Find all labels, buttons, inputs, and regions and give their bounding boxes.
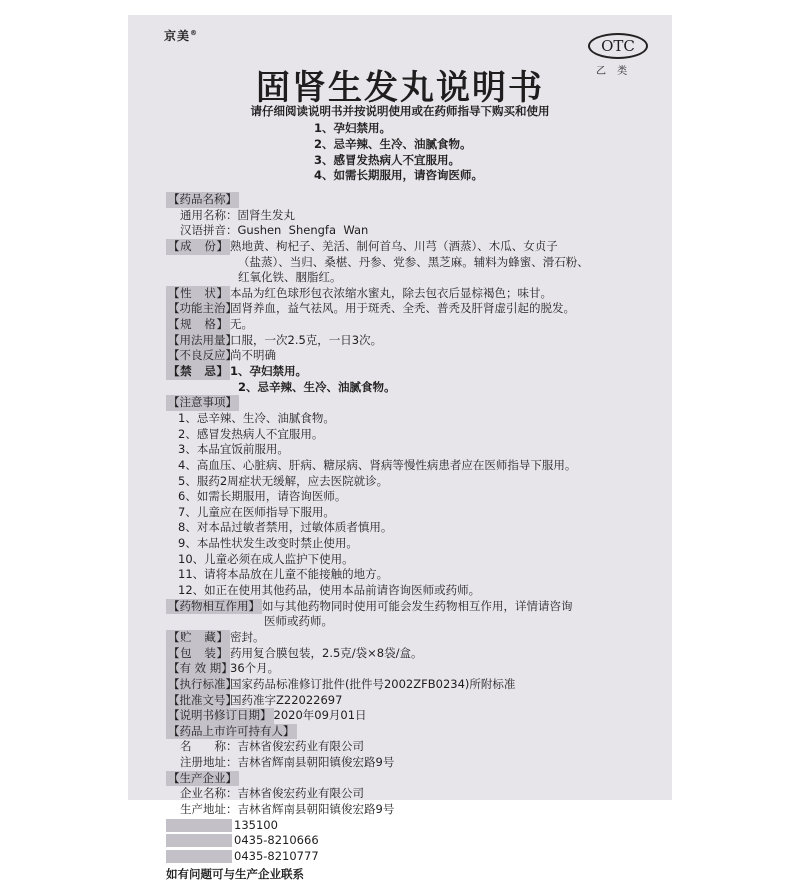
ingredients-line: 熟地黄、枸杞子、羌活、制何首乌、川芎（酒蒸）、木瓜、女贞子: [230, 238, 558, 253]
section-label-validity: 【有 效 期】: [168, 661, 233, 676]
precaution-item: 3、本品宜饭前服用。: [178, 442, 289, 457]
revision-text: 2020年09月01日: [273, 708, 367, 723]
interaction-line: 如与其他药物同时使用可能会发生药物相互作用，详情请咨询: [262, 598, 573, 613]
section-label-usage: 【用法用量】: [168, 332, 237, 347]
approval-text: 国药准字Z22022697: [230, 692, 343, 707]
warning-item: 2、忌辛辣、生冷、油腻食物。: [314, 136, 472, 151]
validity-text: 36个月。: [230, 661, 280, 676]
field-label: 注册地址：: [180, 755, 238, 770]
precaution-item: 2、感冒发热病人不宜服用。: [178, 426, 324, 441]
section-label-holder: 【药品上市许可持有人】: [168, 723, 295, 738]
spec-text: 无。: [230, 317, 253, 332]
holder-address: 吉林省辉南县朝阳镇俊宏路9号: [237, 755, 395, 770]
storage-text: 密封。: [230, 629, 265, 644]
section-label-character: 【性 状】: [168, 285, 228, 300]
manufacturer-name: 吉林省俊宏药业有限公司: [237, 786, 364, 801]
section-label-ingredients: 【成 份】: [168, 238, 228, 253]
field-label: 企业名称：: [180, 786, 238, 801]
precaution-item: 9、本品性状发生改变时禁止使用。: [178, 536, 358, 551]
ingredients-line: 红氧化铁、胭脂红。: [238, 270, 342, 285]
otc-class: 乙 类: [596, 66, 632, 77]
fax: 0435-8210777: [234, 848, 319, 863]
section-label-storage: 【贮 藏】: [168, 629, 228, 644]
section-label-package: 【包 装】: [168, 645, 228, 660]
interaction-line: 医师或药师。: [264, 614, 333, 629]
brand-logo: 京美®: [164, 29, 199, 43]
manufacturer-address: 吉林省辉南县朝阳镇俊宏路9号: [237, 801, 395, 816]
usage-text: 口服，一次2.5克，一日3次。: [230, 332, 383, 347]
indication-text: 固肾养血，益气祛风。用于斑秃、全秃、普秃及肝肾虚引起的脱发。: [230, 301, 575, 316]
warning-item: 4、如需长期服用，请咨询医师。: [314, 168, 483, 183]
section-label-approval: 【批准文号】: [168, 692, 237, 707]
page-title: 固肾生发丸说明书: [256, 68, 544, 108]
warning-list: [314, 121, 483, 184]
precaution-item: 12、如正在使用其他药品，使用本品前请咨询医师或药师。: [178, 583, 481, 598]
character-text: 本品为红色球形包衣浓缩水蜜丸，除去包衣后显棕褐色；味甘。: [230, 285, 552, 300]
read-notice: 请仔细阅读说明书并按说明使用或在药师指导下购买和使用: [250, 104, 550, 118]
section-label-manufacturer: 【生产企业】: [168, 770, 237, 785]
warning-item: 3、感冒发热病人不宜服用。: [314, 152, 461, 167]
field-label: 生产地址：: [180, 801, 238, 816]
section-label-revision: 【说明书修订日期】: [168, 708, 272, 723]
section-label-contra: 【禁 忌】: [168, 364, 228, 379]
otc-badge: OTC: [588, 33, 648, 59]
contra-item: 2、忌辛辣、生冷、油腻食物。: [238, 379, 396, 394]
pinyin-name: Gushen Shengfa Wan: [237, 223, 369, 238]
section-label-interaction: 【药物相互作用】: [168, 598, 260, 613]
field-label: 汉语拼音：: [180, 223, 238, 238]
postcode: 135100: [234, 817, 278, 832]
warning-item: 1、孕妇禁用。: [314, 121, 392, 135]
holder-name: 吉林省俊宏药业有限公司: [237, 739, 364, 754]
ingredients-line: （盐蒸）、当归、桑椹、丹参、党参、黑芝麻。辅料为蜂蜜、滑石粉、: [238, 254, 589, 269]
precaution-item: 1、忌辛辣、生冷、油腻食物。: [178, 410, 335, 425]
field-label: 通用名称：: [180, 207, 238, 222]
phone: 0435-8210666: [234, 833, 319, 848]
section-label-adverse: 【不良反应】: [168, 348, 237, 363]
precaution-item: 10、儿童必须在成人监护下使用。: [178, 551, 354, 566]
section-label-indication: 【功能主治】: [168, 301, 237, 316]
leaflet-body: [166, 192, 666, 882]
section-label-standard: 【执行标准】: [168, 676, 237, 691]
contra-item: 1、孕妇禁用。: [230, 364, 308, 379]
standard-text: 国家药品标准修订批件(批件号2002ZFB0234)所附标准: [230, 676, 516, 691]
common-name: 固肾生发丸: [237, 207, 295, 222]
precaution-item: 6、如需长期服用，请咨询医师。: [178, 489, 347, 504]
precaution-item: 7、儿童应在医师指导下服用。: [178, 504, 335, 519]
section-label-precautions: 【注意事项】: [168, 395, 237, 410]
contact-note: 如有问题可与生产企业联系: [166, 866, 304, 881]
adverse-text: 尚不明确: [230, 348, 276, 363]
leaflet-sheet: [128, 15, 672, 881]
field-label: 名 称：: [180, 739, 238, 754]
redacted-label: [166, 819, 232, 832]
precaution-item: 5、服药2周症状无缓解，应去医院就诊。: [178, 473, 389, 488]
precaution-item: 4、高血压、心脏病、肝病、糖尿病、肾病等慢性病患者应在医师指导下服用。: [178, 457, 577, 472]
redacted-label: [166, 834, 232, 847]
section-label-drug-name: 【药品名称】: [168, 192, 237, 206]
section-label-spec: 【规 格】: [168, 317, 228, 332]
precaution-item: 11、请将本品放在儿童不能接触的地方。: [178, 567, 389, 582]
redacted-label: [166, 850, 232, 863]
package-text: 药用复合膜包装，2.5克/袋×8袋/盒。: [230, 645, 423, 660]
precaution-item: 8、对本品过敏者禁用，过敏体质者慎用。: [178, 520, 393, 535]
